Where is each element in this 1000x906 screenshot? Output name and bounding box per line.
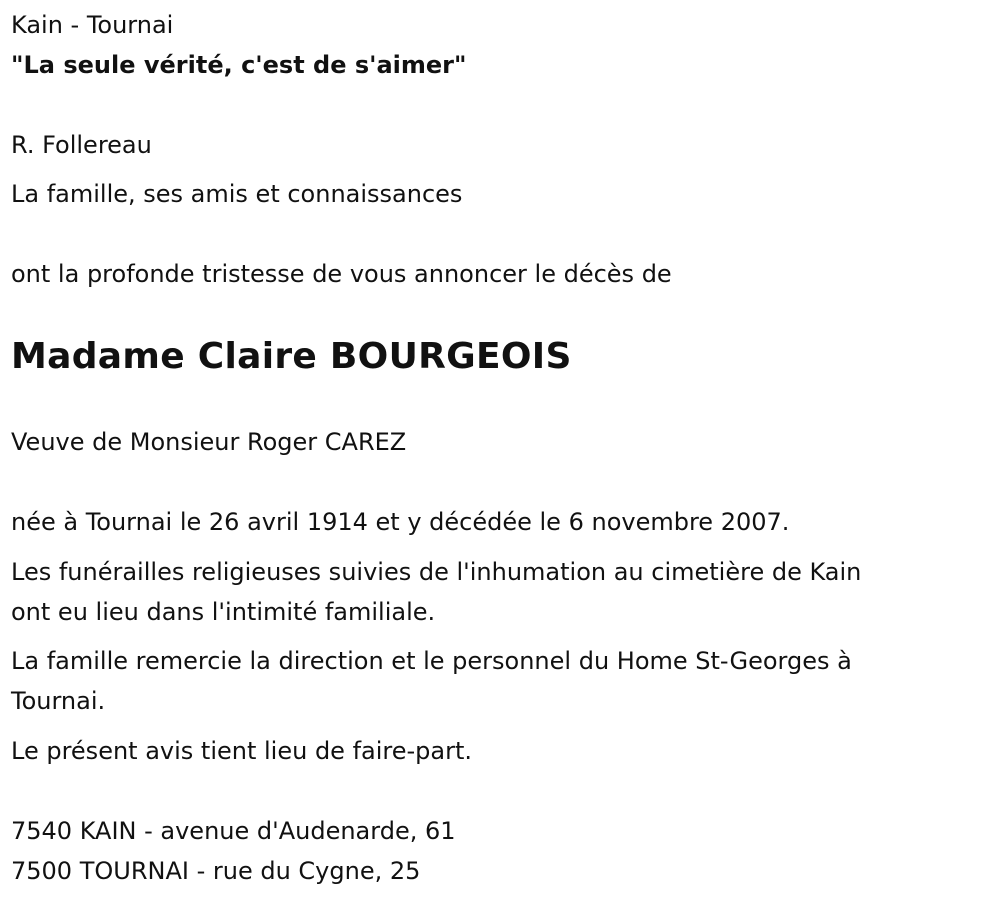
deceased-name: Madame Claire BOURGEOIS — [11, 336, 572, 377]
intro-line: ont la profonde tristesse de vous annoncer le décès de — [11, 260, 672, 288]
thanks-line-1: La famille remercie la direction et le personnel du Home St-Georges à — [11, 647, 852, 675]
location-line: Kain - Tournai — [11, 11, 174, 39]
spouse-line: Veuve de Monsieur Roger CAREZ — [11, 428, 407, 456]
family-line: La famille, ses amis et connaissances — [11, 180, 463, 208]
funeral-line-1: Les funérailles religieuses suivies de l'inhumation au cimetière de Kain — [11, 558, 862, 586]
funeral-line-2: ont eu lieu dans l'intimité familiale. — [11, 598, 436, 626]
birth-death-line: née à Tournai le 26 avril 1914 et y décédée le 6 novembre 2007. — [11, 508, 790, 536]
address-kain: 7540 KAIN - avenue d'Audenarde, 61 — [11, 817, 456, 845]
quote-author: R. Follereau — [11, 131, 152, 159]
thanks-line-2: Tournai. — [11, 687, 106, 715]
address-tournai: 7500 TOURNAI - rue du Cygne, 25 — [11, 857, 421, 885]
notice-line: Le présent avis tient lieu de faire-part. — [11, 737, 473, 765]
quote-line: "La seule vérité, c'est de s'aimer" — [11, 51, 467, 79]
